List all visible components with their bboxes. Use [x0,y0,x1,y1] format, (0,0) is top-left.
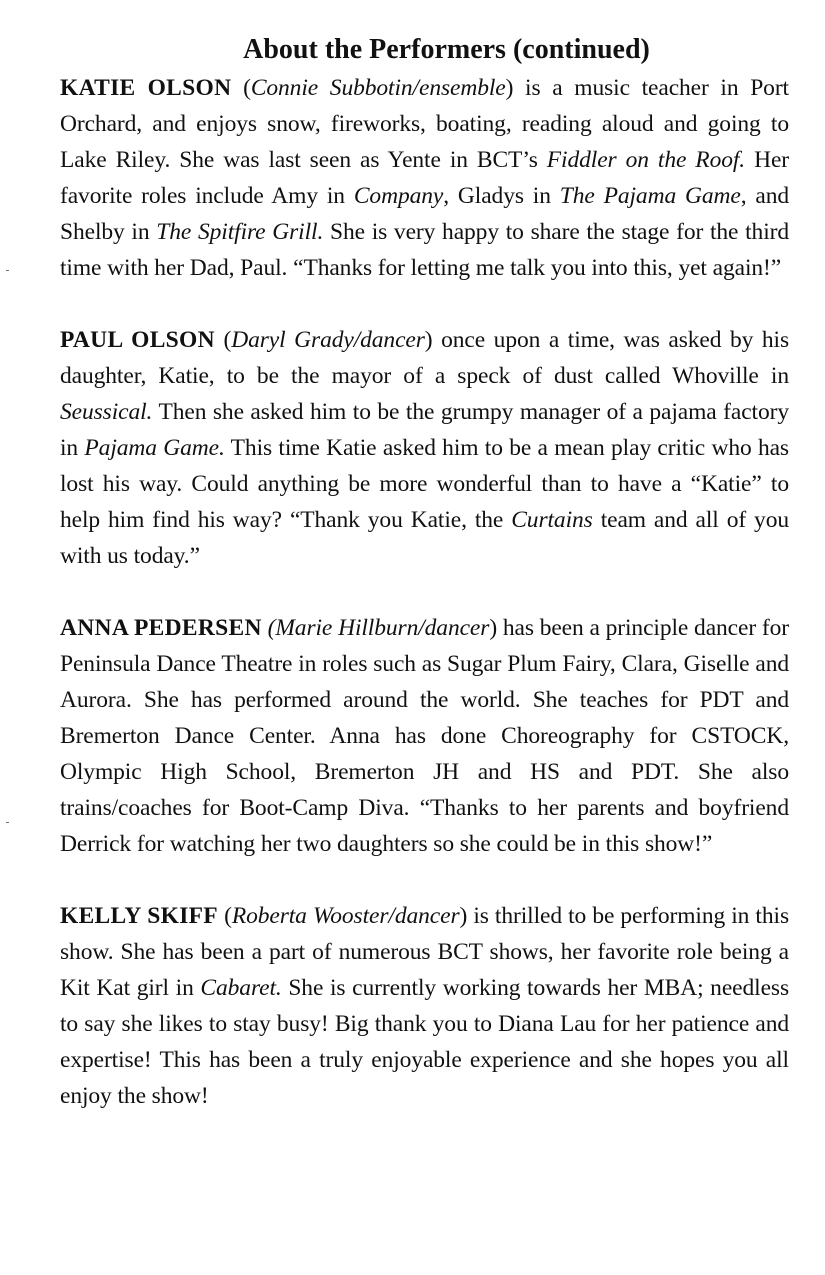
performer-name: KELLY SKIFF [60,903,218,929]
performer-role: Roberta Wooster/dancer [231,903,460,929]
performer-name: PAUL OLSON [60,327,215,353]
performer-role: Daryl Grady/dancer [231,327,425,353]
page-title: About the Performers (continued) [243,34,650,65]
bio-katie-olson: KATIE OLSON (Connie Subbotin/ensemble) is a music teacher in Port Orchard, and enjoys snow, fireworks, boating, reading aloud and going to Lake Riley. She was last seen as Yente in BCT’s Fiddler on the Roof. Her favorite roles include Amy in Company, Gladys in The Pajama Game, and Shelby in The Spitfire Grill. She is very happy to share the stage for the third time with her Dad, Paul. “Thanks for letting me talk you into this, yet again!” [60,75,790,281]
performer-name: ANNA PEDERSEN [60,615,262,641]
margin-mark [6,270,9,271]
bio-anna-pedersen: ANNA PEDERSEN (Marie Hillburn/dancer) has been a principle dancer for Peninsula Dance Theatre in roles such as Sugar Plum Fairy, Clara, Giselle and Aurora. She has performed around the world. She teaches for PDT and Bremerton Dance Center. Anna has done Choreography for CSTOCK, Olympic High School, Bremerton JH and HS and PDT. She also trains/coaches for Boot-Camp Diva. “Thanks to her parents and boyfriend Derrick for watching her two daughters so she could be in this show!” [60,615,789,857]
bio-paul-olson: PAUL OLSON (Daryl Grady/dancer) once upon a time, was asked by his daughter, Katie, to be the mayor of a speck of dust called Whoville in Seussical. Then she asked him to be the grumpy manager of a pajama factory in Pajama Game. This time Katie asked him to be a mean play critic who has lost his way. Could anything be more wonderful than to have a “Katie” to help him find his way? “Thank you Katie, the Curtains team and all of you with us today.” [60,327,790,569]
performer-role: Marie Hillburn/dancer [275,615,490,641]
performer-role: Connie Subbotin/ensemble [250,75,506,101]
margin-mark [6,822,9,823]
bio-kelly-skiff: KELLY SKIFF (Roberta Wooster/dancer) is thrilled to be performing in this show. She has been a part of numerous BCT shows, her favorite role being a Kit Kat girl in Cabaret. She is currently working towards her MBA; needless to say she likes to stay busy! Big thank you to Diana Lau for her patience and expertise! This has been a truly enjoyable experience and she hopes you all enjoy the show! [60,903,789,1109]
performer-name: KATIE OLSON [60,75,232,101]
